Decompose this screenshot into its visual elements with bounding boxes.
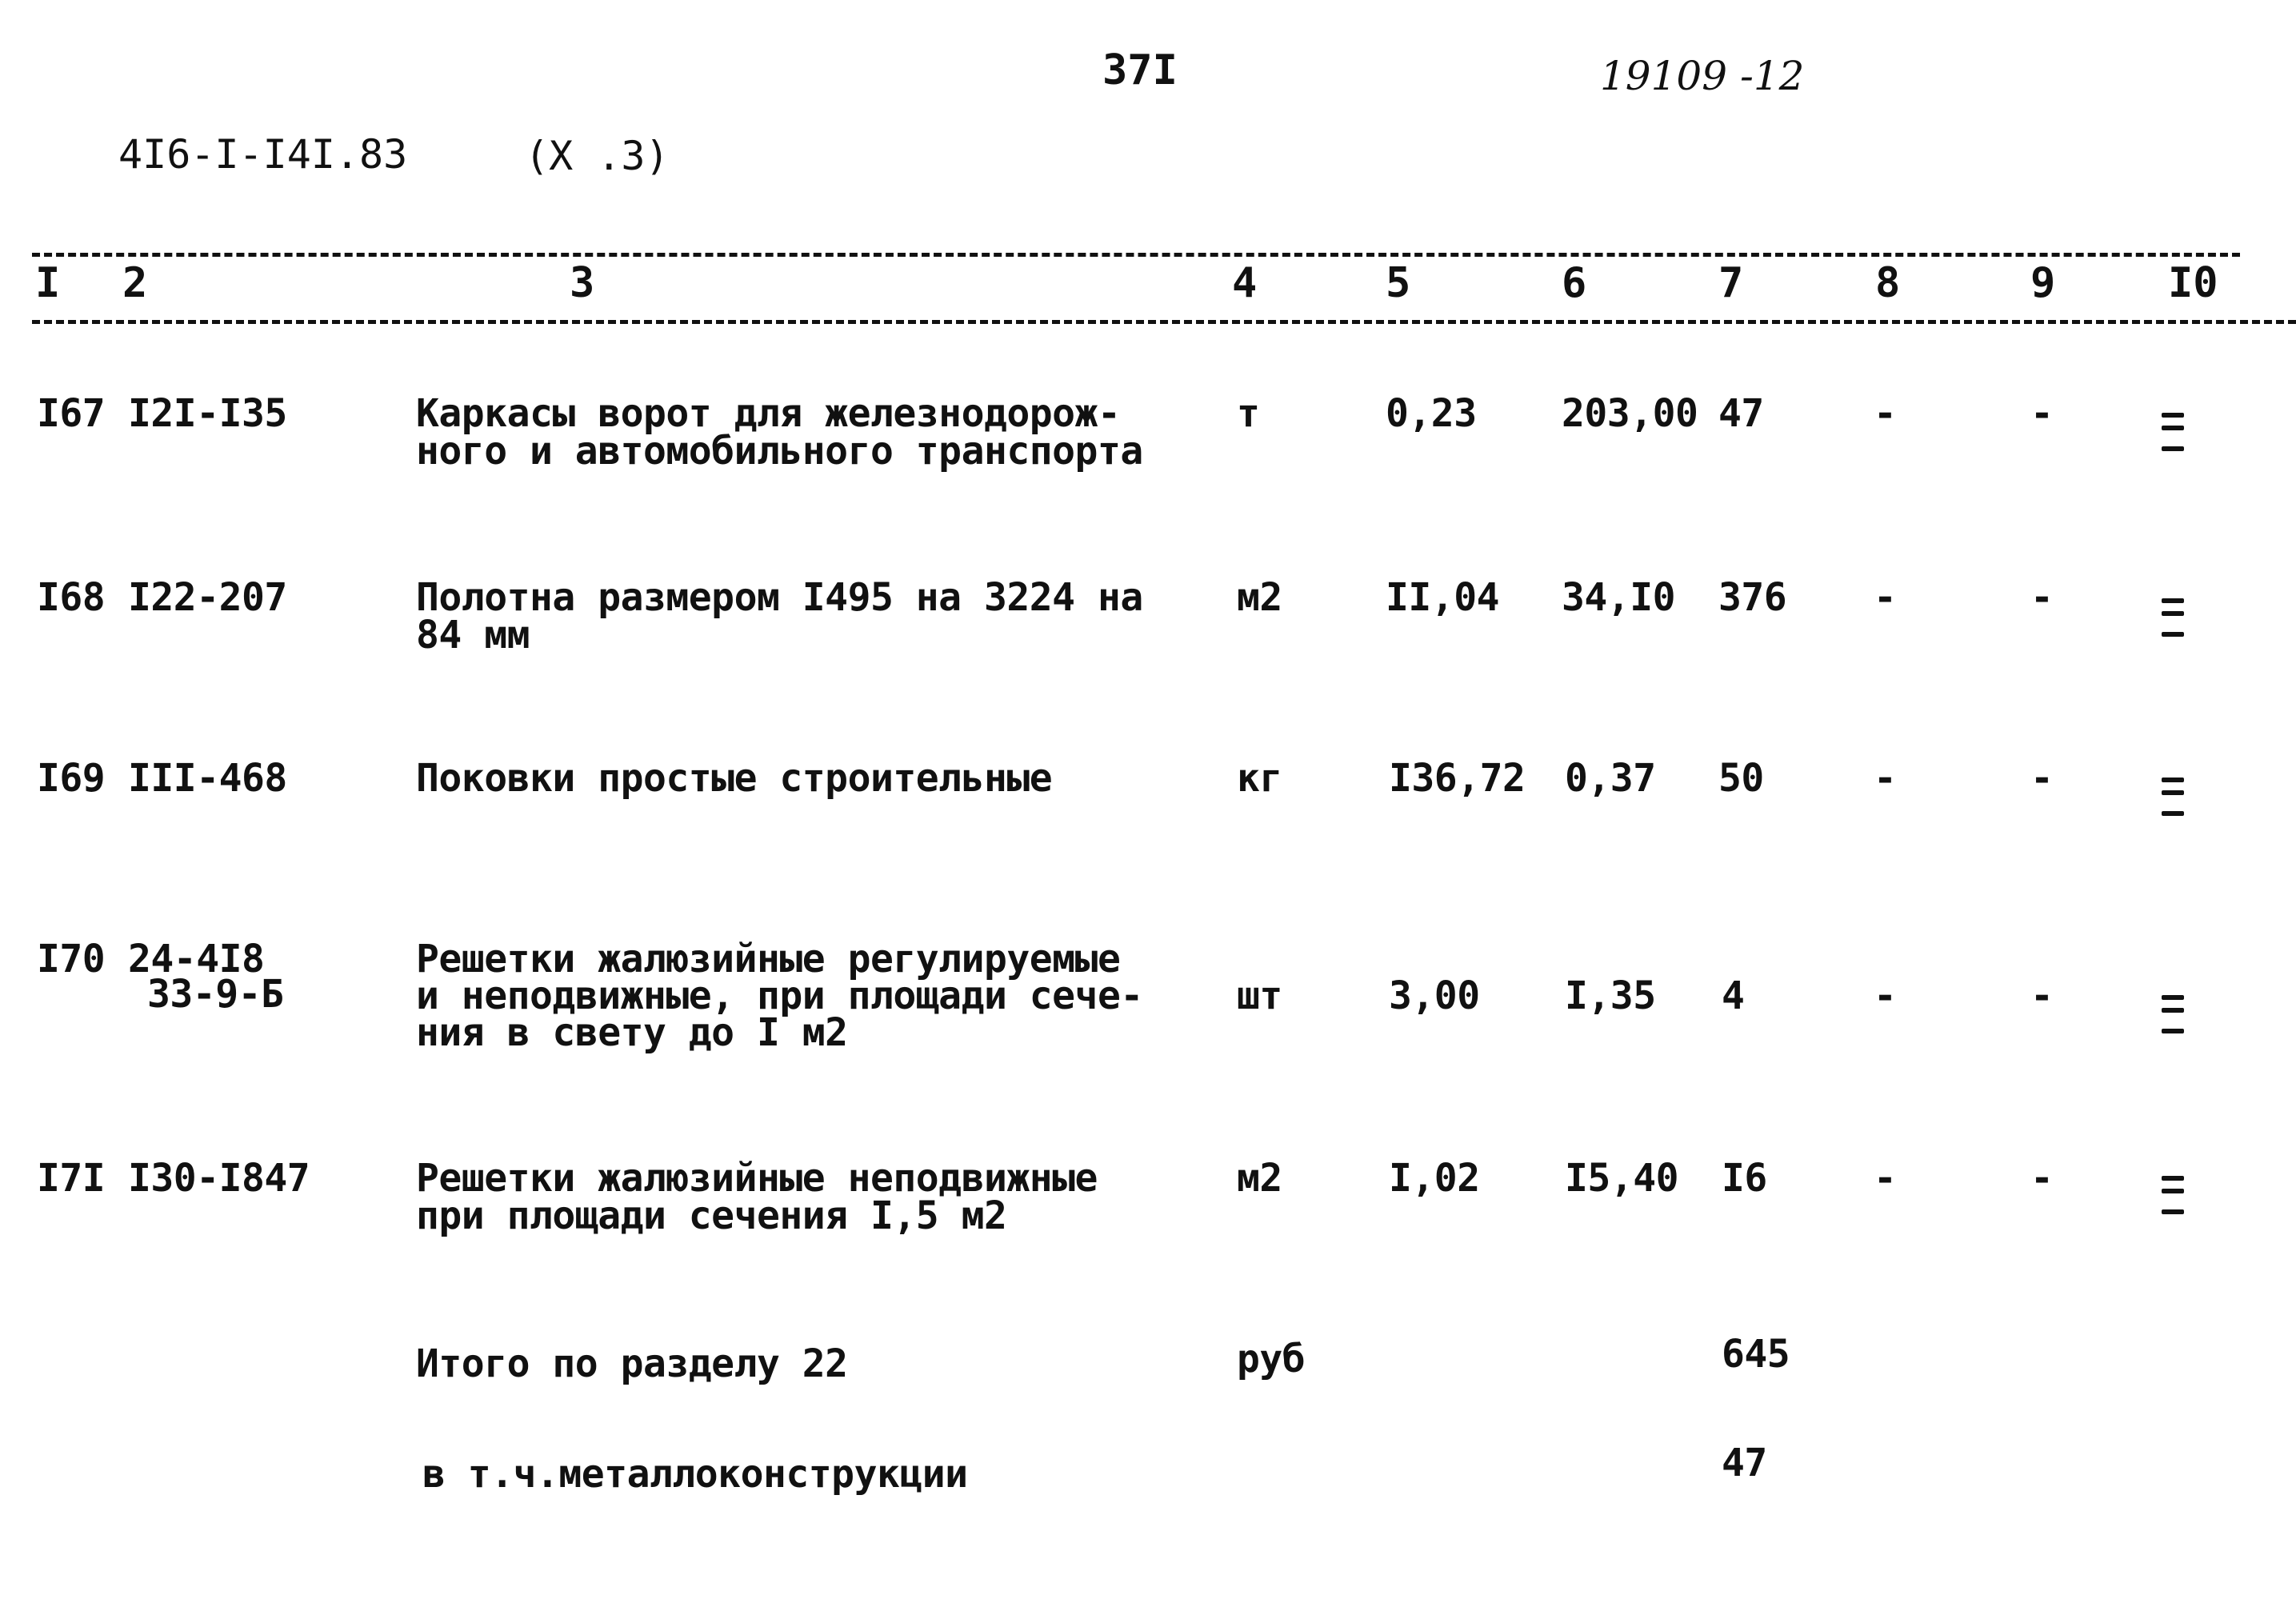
row-code: I2I-I35 [128, 391, 287, 436]
handwritten-note: 19109 -12 [1600, 53, 1805, 99]
row-total: 376 [1718, 575, 1787, 620]
row-code: 24-4I8 [128, 937, 265, 981]
row-quantity: I,02 [1389, 1156, 1480, 1201]
row-quantity: 0,23 [1386, 391, 1477, 436]
row-description: Полотна размером I495 на 3224 на [416, 575, 1143, 620]
row-number: I70 [37, 937, 106, 981]
row-code-secondary: 33-9-Б [147, 972, 284, 1017]
row-description: при площади сечения I,5 м2 [416, 1193, 1007, 1238]
row-col9: - [2030, 575, 2054, 620]
total-unit: руб [1237, 1337, 1306, 1381]
row-code: I30-I847 [128, 1156, 310, 1201]
row-number: I67 [37, 391, 106, 436]
row-unit: м2 [1237, 1156, 1282, 1201]
row-col9: - [2030, 756, 2054, 801]
column-header-5: 5 [1386, 259, 1411, 307]
row-col8: - [1874, 575, 1897, 620]
row-col9: - [2030, 391, 2054, 436]
row-description: Поковки простые строительные [416, 756, 1053, 801]
row-description: Решетки жалюзийные регулируемые [416, 937, 1121, 981]
row-col9: - [2030, 1156, 2054, 1201]
row-col10-equals-mark [2162, 773, 2186, 821]
row-col10-equals-mark [2162, 408, 2186, 456]
row-price: 34,I0 [1562, 575, 1675, 620]
row-quantity: I36,72 [1389, 756, 1526, 801]
header-rule-top [32, 253, 2240, 257]
row-unit: м2 [1237, 575, 1282, 620]
row-col9: - [2030, 973, 2054, 1018]
row-unit: т [1237, 391, 1260, 436]
row-quantity: 3,00 [1389, 973, 1480, 1018]
row-description: ного и автомобильного транспорта [416, 429, 1143, 474]
row-description: Каркасы ворот для железнодорож- [416, 391, 1121, 436]
total-label: Итого по разделу 22 [416, 1341, 848, 1386]
row-col8: - [1874, 391, 1897, 436]
row-col10-equals-mark [2162, 990, 2186, 1038]
metal-structures-label: в т.ч.металлоконструкции [422, 1452, 968, 1497]
row-col8: - [1874, 973, 1897, 1018]
document-section: (X .3) [525, 133, 670, 179]
row-quantity: II,04 [1386, 575, 1499, 620]
row-number: I68 [37, 575, 106, 620]
row-number: I69 [37, 756, 106, 801]
row-col8: - [1874, 756, 1897, 801]
column-header-4: 4 [1232, 259, 1258, 307]
row-col10-equals-mark [2162, 1171, 2186, 1219]
document-code: 4I6-I-I4I.83 [118, 131, 408, 178]
row-col10-equals-mark [2162, 594, 2186, 642]
row-price: I,35 [1565, 973, 1656, 1018]
row-price: I5,40 [1565, 1156, 1678, 1201]
column-header-7: 7 [1718, 259, 1744, 307]
row-code: III-468 [128, 756, 287, 801]
page-number: 37I [1102, 46, 1178, 94]
row-total: 4 [1722, 973, 1745, 1018]
column-header-3: 3 [570, 259, 595, 307]
column-header-1: I [35, 259, 61, 307]
row-number: I7I [37, 1156, 106, 1201]
row-total: I6 [1722, 1156, 1767, 1201]
total-value: 645 [1722, 1332, 1790, 1377]
column-header-10: I0 [2168, 259, 2218, 307]
row-col8: - [1874, 1156, 1897, 1201]
row-price: 0,37 [1565, 756, 1656, 801]
row-description: Решетки жалюзийные неподвижные [416, 1156, 1098, 1201]
row-unit: шт [1237, 973, 1282, 1018]
row-description: 84 мм [416, 613, 530, 658]
row-unit: кг [1237, 756, 1282, 801]
metal-structures-value: 47 [1722, 1441, 1767, 1485]
row-price: 203,00 [1562, 391, 1698, 436]
header-rule-bottom [32, 320, 2296, 324]
column-header-2: 2 [122, 259, 148, 307]
column-header-9: 9 [2030, 259, 2056, 307]
row-description: ния в свету до I м2 [416, 1010, 848, 1055]
column-header-6: 6 [1562, 259, 1587, 307]
row-total: 50 [1718, 756, 1764, 801]
row-description: и неподвижные, при площади сече- [416, 973, 1143, 1018]
row-total: 47 [1718, 391, 1764, 436]
column-header-8: 8 [1875, 259, 1901, 307]
row-code: I22-207 [128, 575, 287, 620]
